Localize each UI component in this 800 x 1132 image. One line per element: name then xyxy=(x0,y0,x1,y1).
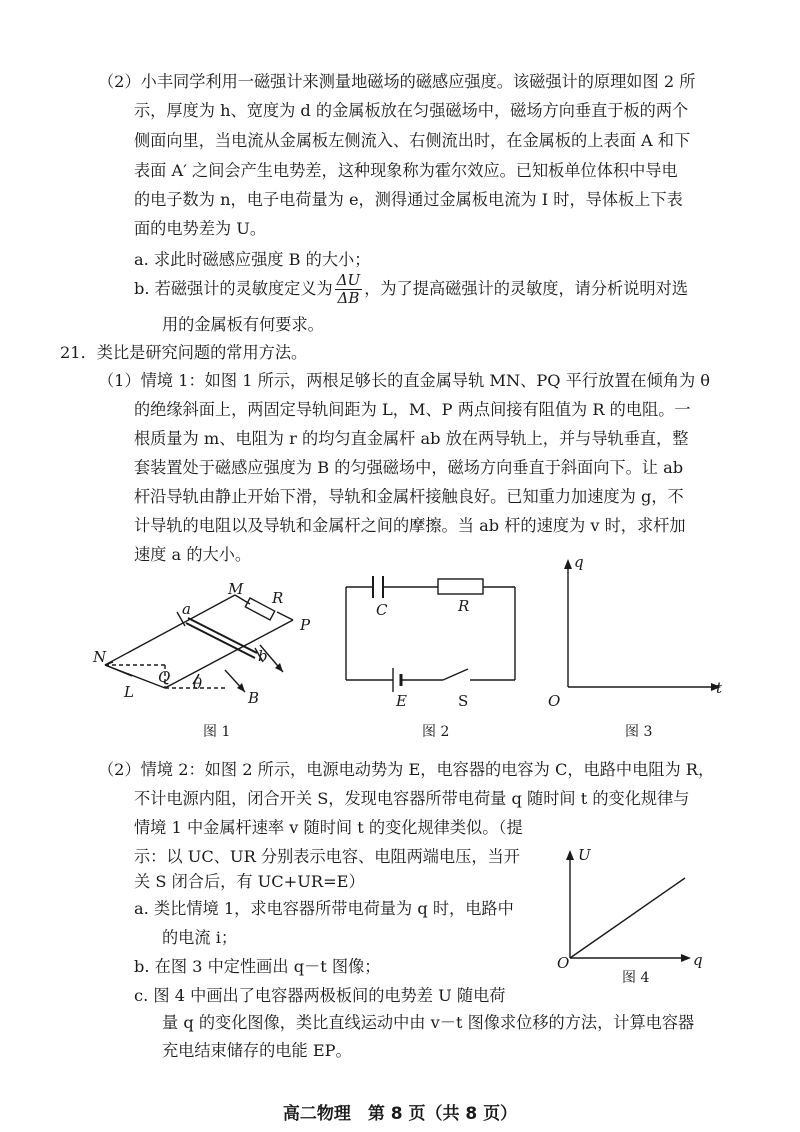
fig1-label-p: P xyxy=(300,616,311,634)
q21-p2-line-1: （2）情境 2：如图 2 所示，电源电动势为 E，电容器的电容为 C，电路中电阻为 R， xyxy=(98,760,715,779)
fig4-label-q: q xyxy=(693,951,703,969)
rod-ab-2 xyxy=(186,623,255,658)
fig1-label-l: L xyxy=(124,683,134,701)
q20-item-a: a. 求此时磁感应强度 B 的大小； xyxy=(134,250,371,269)
figure-3-axes xyxy=(560,555,725,695)
resistor xyxy=(438,579,483,594)
q21-p2-item-a: a. 类比情境 1，求电容器所带电荷量为 q 时，电路中 xyxy=(134,899,514,918)
q21-p1-line-4: 套装置处于磁感应强度为 B 的匀强磁场中，磁场方向垂直于斜面向下。让 ab xyxy=(134,458,684,477)
fig1-label-a: a xyxy=(182,600,191,618)
fig3-label-o: O xyxy=(548,692,561,710)
fraction-numerator: ΔU xyxy=(336,271,361,289)
q21-head: 21．类比是研究问题的常用方法。 xyxy=(60,343,308,362)
fig3-label-q: q xyxy=(574,553,584,571)
fig3-label-t: t xyxy=(716,679,723,697)
q21-p1-line-3: 根质量为 m、电阻为 r 的均匀直金属杆 ab 放在两导轨上，并与导轨垂直，整 xyxy=(134,429,689,448)
fig2-label-e: E xyxy=(396,692,407,710)
q21-p1-line-6: 计导轨的电阻以及导轨和金属杆之间的摩擦。当 ab 杆的速度为 v 时，求杆加 xyxy=(134,516,686,535)
fig4-label-o: O xyxy=(557,954,570,972)
fig1-label-n: N xyxy=(93,648,107,666)
q20-line-4: 表面 A′ 之间会产生电势差，这种现象称为霍尔效应。已知板单位体积中导电 xyxy=(134,161,678,180)
u-q-line xyxy=(570,878,685,958)
q21-p2-line-2: 不计电源内阻，闭合开关 S，发现电容器所带电荷量 q 随时间 t 的变化规律与 xyxy=(134,789,690,808)
u-axis-arrowhead xyxy=(566,850,574,860)
figure-2-circuit xyxy=(343,572,518,690)
q21-p2-item-c-cont-1: 量 q 的变化图像，类比直线运动中由 v－t 图像求位移的方法，计算电容器 xyxy=(162,1013,695,1032)
fig4-caption: 图 4 xyxy=(622,970,650,986)
q20-line-1: （2）小丰同学利用一磁强计来测量地磁场的磁感应强度。该磁强计的原理如图 2 所 xyxy=(98,72,696,91)
arrow-l-left xyxy=(105,665,132,676)
fig1-label-q: Q xyxy=(158,668,171,686)
fig1-label-m: M xyxy=(228,580,244,598)
fig1-label-b: b xyxy=(258,647,268,665)
page-footer: 高二物理 第 8 页（共 8 页） xyxy=(282,1104,518,1124)
q20-item-b-pre: b. 若磁强计的灵敏度定义为 xyxy=(134,279,333,298)
fig1-label-theta: θ xyxy=(193,675,203,693)
q20-item-b-cont: 用的金属板有何要求。 xyxy=(162,315,324,334)
resistor-r xyxy=(245,598,274,620)
q21-p2-item-c: c. 图 4 中画出了电容器两极板间的电势差 U 随电荷 xyxy=(134,986,506,1005)
q21-p1-line-2: 的绝缘斜面上，两固定导轨间距为 L，M、P 两点间接有阻值为 R 的电阻。一 xyxy=(134,400,691,419)
fig4-label-u: U xyxy=(578,846,591,864)
fig2-label-s: S xyxy=(458,692,469,710)
fig2-label-c: C xyxy=(376,601,388,619)
q21-p2-item-c-cont-2: 充电结束储存的电能 EP。 xyxy=(162,1041,352,1060)
q21-p1-line-1: （1）情境 1：如图 1 所示，两根足够长的直金属导轨 MN、PQ 平行放置在倾角为 θ xyxy=(98,371,711,390)
rod-ab-1 xyxy=(188,618,257,653)
q21-p1-line-5: 杆沿导轨由静止开始下滑，导轨和金属杆接触良好。已知重力加速度为 g，不 xyxy=(134,487,684,506)
q-axis-arrowhead xyxy=(564,559,572,569)
q21-p2-line-5: 关 S 闭合后，有 UC+UR=E） xyxy=(134,872,365,891)
q20-line-5: 的电子数为 n，电子电荷量为 e，测得通过金属板电流为 I 时，导体板上下表 xyxy=(134,190,683,209)
q21-p2-item-a-cont: 的电流 i； xyxy=(162,928,238,947)
fig1-label-r: R xyxy=(272,589,284,607)
q-axis-arrowhead xyxy=(681,954,691,962)
fig1-label-b-field: B xyxy=(248,689,260,707)
fig2-caption: 图 2 xyxy=(422,724,450,740)
q20-line-2: 示，厚度为 h、宽度为 d 的金属板放在匀强磁场中，磁场方向垂直于板的两个 xyxy=(134,101,689,120)
fig3-caption: 图 3 xyxy=(625,724,653,740)
switch-blade xyxy=(443,669,468,680)
rail-mn xyxy=(105,595,235,665)
q21-p1-line-7: 速度 a 的大小。 xyxy=(134,545,252,564)
q20-item-b-post: ，为了提高磁强计的灵敏度，请分析说明对选 xyxy=(364,279,688,298)
q21-p2-line-4: 示：以 UC、UR 分别表示电容、电阻两端电压，当开 xyxy=(134,847,520,866)
wire-p xyxy=(277,612,293,620)
q20-line-3: 侧面向里，当电流从金属板左侧流入、右侧流出时，在金属板的上表面 A 和下 xyxy=(134,131,691,150)
figure-1-inclined-rails xyxy=(85,570,325,710)
q20-line-6: 面的电势差为 U。 xyxy=(134,219,267,238)
fraction-denominator: ΔB xyxy=(337,289,360,307)
fig1-caption: 图 1 xyxy=(203,724,231,740)
sensitivity-fraction xyxy=(335,272,362,307)
q21-p2-line-3: 情境 1 中金属杆速率 v 随时间 t 的变化规律类似。（提 xyxy=(134,818,523,837)
figure-4-u-q-graph xyxy=(560,846,700,971)
fig2-label-r: R xyxy=(458,597,470,615)
rail-pq xyxy=(165,620,293,688)
q20-item-b xyxy=(134,270,688,308)
q21-p2-item-b: b. 在图 3 中定性画出 q－t 图像； xyxy=(134,957,381,976)
